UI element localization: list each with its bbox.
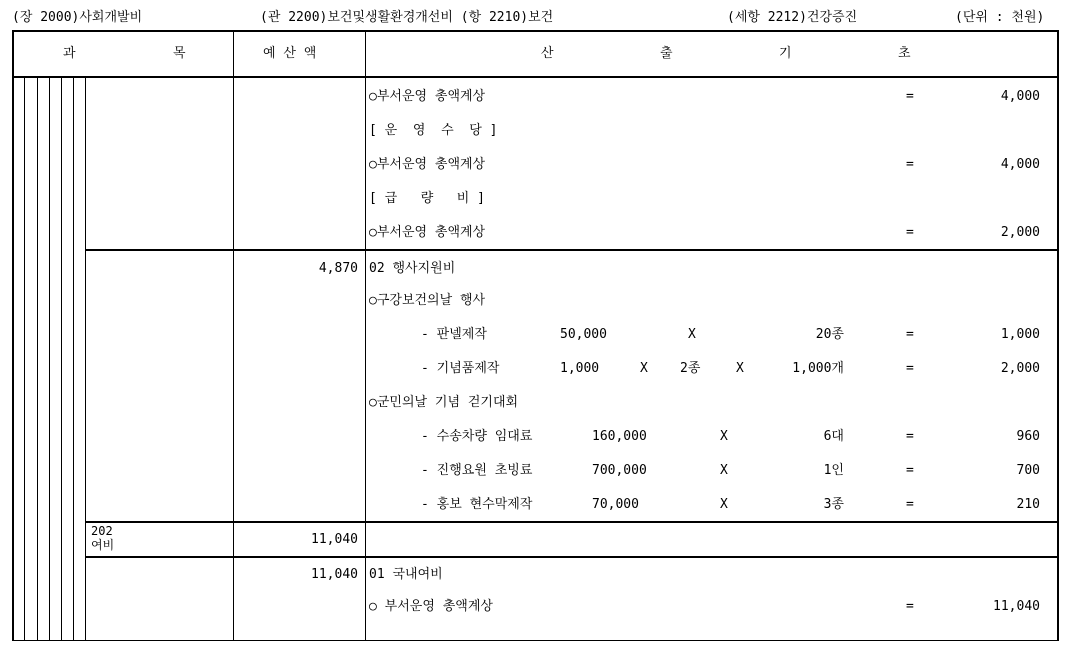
header-basis-1: 산: [541, 46, 554, 61]
tree-line-5: [73, 77, 74, 641]
equals-sign: =: [906, 327, 914, 342]
section-divider-1: [86, 249, 1058, 251]
col-divider-budget: [233, 30, 234, 641]
tree-line-2: [37, 77, 38, 641]
multiply-sign: X: [720, 463, 728, 478]
unit-price: 70,000: [592, 497, 639, 512]
header-bottom-border: [12, 76, 1058, 78]
multiply-sign: X: [736, 361, 744, 376]
line-item: - 판넬제작: [421, 327, 487, 342]
tree-line-3: [49, 77, 50, 641]
amount: 960: [1016, 429, 1040, 444]
amount: 4,000: [1000, 157, 1040, 172]
basis-text: ○ 부서운영 총액계상: [369, 599, 493, 614]
unit-price: 160,000: [592, 429, 647, 444]
basis-text: ○군민의날 기념 걷기대회: [369, 395, 519, 410]
sehang-label: (세항 2212)건강증진: [727, 10, 858, 25]
table-left-border: [12, 30, 14, 641]
header-basis-2: 출: [660, 46, 673, 61]
mok-name: 여비: [91, 538, 115, 552]
basis-text: ○부서운영 총액계상: [369, 89, 486, 104]
equals-sign: =: [906, 225, 914, 240]
quantity-mid: 2종: [680, 361, 701, 376]
section-divider-3: [86, 556, 1058, 558]
unit-price: 1,000: [560, 361, 600, 376]
tree-line-1: [24, 77, 25, 641]
header-basis-4: 초: [898, 46, 911, 61]
multiply-sign: X: [720, 429, 728, 444]
basis-text: ○부서운영 총액계상: [369, 225, 486, 240]
category-heading: [ 급 량 비 ]: [369, 191, 485, 206]
equals-sign: =: [906, 361, 914, 376]
quantity: 20종: [815, 327, 844, 342]
equals-sign: =: [906, 599, 914, 614]
tree-line-4: [61, 77, 62, 641]
unit-price: 700,000: [592, 463, 647, 478]
quantity: 3종: [823, 497, 844, 512]
category-heading: [ 운 영 수 당 ]: [369, 123, 498, 138]
budget-amount: 4,870: [318, 261, 358, 276]
amount: 210: [1016, 497, 1040, 512]
equals-sign: =: [906, 89, 914, 104]
table-right-border: [1057, 30, 1059, 641]
amount: 2,000: [1000, 225, 1040, 240]
basis-text: ○부서운영 총액계상: [369, 157, 486, 172]
header-mok: 목: [173, 46, 186, 61]
multiply-sign: X: [720, 497, 728, 512]
budget-amount: 11,040: [311, 532, 358, 547]
line-item: - 진행요원 초빙료: [421, 463, 533, 478]
col-divider-basis: [365, 30, 366, 641]
equals-sign: =: [906, 497, 914, 512]
quantity: 1인: [823, 463, 844, 478]
sub-item-title: 02 행사지원비: [369, 261, 456, 276]
jang-label: (장 2000)사회개발비: [12, 10, 143, 25]
amount: 4,000: [1000, 89, 1040, 104]
basis-text: ○구강보건의날 행사: [369, 293, 486, 308]
quantity: 6대: [823, 429, 844, 444]
gwan-label: (관 2200)보건및생활환경개선비 (항 2210)보건: [260, 10, 554, 25]
header-budget: 예 산 액: [263, 46, 317, 61]
unit-price: 50,000: [560, 327, 607, 342]
line-item: - 기념품제작: [421, 361, 500, 376]
amount: 700: [1016, 463, 1040, 478]
header-basis-3: 기: [779, 46, 792, 61]
mok-code: 202: [91, 524, 113, 538]
table-top-border: [12, 30, 1058, 32]
line-item: - 수송차량 임대료: [421, 429, 533, 444]
line-item: - 홍보 현수막제작: [421, 497, 533, 512]
multiply-sign: X: [640, 361, 648, 376]
equals-sign: =: [906, 157, 914, 172]
sub-item-title: 01 국내여비: [369, 567, 443, 582]
budget-amount: 11,040: [311, 567, 358, 582]
amount: 1,000: [1000, 327, 1040, 342]
equals-sign: =: [906, 463, 914, 478]
equals-sign: =: [906, 429, 914, 444]
quantity: 1,000개: [792, 361, 844, 376]
section-divider-2: [86, 521, 1058, 523]
amount: 11,040: [993, 599, 1040, 614]
header-gwa: 과: [63, 46, 76, 61]
unit-label: (단위 : 천원): [955, 10, 1045, 25]
amount: 2,000: [1000, 361, 1040, 376]
table-bottom-border: [12, 640, 1058, 641]
multiply-sign: X: [688, 327, 696, 342]
